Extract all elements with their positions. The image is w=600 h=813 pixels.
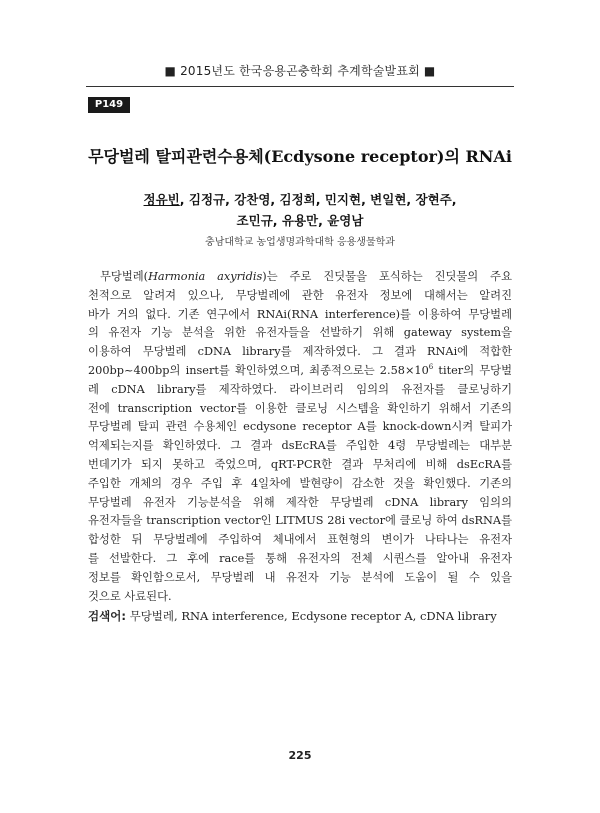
keywords-text: 무당벌레, RNA interference, Ecdysone receptor A, cDNA library bbox=[125, 609, 497, 623]
page-number: 225 bbox=[288, 749, 312, 762]
abstract-line: 합성한 뒤 무당벌레에 주입하여 체내에서 표현형의 변이가 나타나는 유전자 bbox=[88, 533, 512, 547]
keywords bbox=[88, 608, 528, 624]
keywords-label: 검색어: bbox=[88, 609, 126, 623]
abstract-line: 의 유전자 기능 분석을 위한 유전자들을 선발하기 위해 gateway system을 bbox=[88, 326, 512, 340]
abstract-line: 200bp~400bp의 insert를 확인하였으며, 최종적으로는 $2.58\times 10^6$ titer의 무당벌 bbox=[88, 363, 512, 377]
paper-title: 무당벌레 탈피관련수용체(Ecdysone receptor)의 RNAi bbox=[88, 147, 512, 166]
species-name: Harmonia axyridis bbox=[148, 270, 263, 283]
abstract-line: 전에 transcription vector를 이용한 클로닝 시스템을 확인하기 위해서 기존의 bbox=[88, 401, 512, 415]
abstract-line: 번데기가 되지 못하고 죽었으며, qRT-PCR한 결과 무처리에 비해 dsEcRA를 bbox=[88, 457, 512, 471]
abstract-line: 정보를 확인함으로서, 무당벌레 내 유전자 기능 분석에 도움이 될 수 있을 bbox=[88, 570, 512, 584]
abstract-line: 것으로 사료된다. bbox=[88, 589, 172, 603]
abstract-line: 유전자들을 transcription vector인 LITMUS 28i vector에 클로닝 하여 dsRNA를 bbox=[88, 514, 512, 528]
abstract-line: 무당벌레(Harmonia axyridis)는 주로 진딧물을 포식하는 진딧물의 주요 bbox=[100, 270, 513, 283]
affiliation: 충남대학교 농업생명과학대학 응용생물학과 bbox=[205, 237, 395, 248]
abstract-line: 무당벌레 유전자 기능분석을 위해 제작한 무당벌레 cDNA library 임의의 bbox=[88, 495, 512, 509]
co-authors: , 김정규, 강찬영, 김정희, 민지현, 변일현, 장현주, bbox=[179, 192, 457, 207]
abstract-line: 를 선발한다. 그 후에 race를 통해 유전자의 전체 시퀀스를 알아내 유전자 bbox=[88, 551, 512, 565]
presenting-author: 정유빈 bbox=[143, 192, 180, 207]
abstract-line: 바가 거의 없다. 기존 연구에서 RNAi(RNA interference)를 이용하여 무당벌레 bbox=[88, 307, 512, 321]
abstract-body bbox=[88, 268, 512, 606]
author-list-line-1 bbox=[0, 190, 600, 208]
conference-header: ■ 2015년도 한국응용곤충학회 추계학술발표회 ■ bbox=[164, 64, 436, 78]
header-divider bbox=[86, 86, 514, 87]
abstract-line: 레 cDNA library를 제작하였다. 라이브러리 임의의 유전자를 클로닝하기 bbox=[88, 382, 512, 396]
abstract-line: 주입한 개체의 경우 주입 후 4일차에 발현량이 감소한 것을 확인했다. 기존의 bbox=[88, 476, 512, 490]
abstract-line: 억제되는지를 확인하였다. 그 결과 dsEcRA를 주입한 4령 무당벌레는 대부분 bbox=[88, 439, 512, 453]
abstract-line: 무당벌레 탈피 관련 수용체인 ecdysone receptor A를 knock-down시켜 탈피가 bbox=[88, 420, 512, 434]
abstract-line: 천적으로 알려져 있으나, 무당벌레에 관한 유전자 정보에 대해서는 알려진 bbox=[88, 288, 512, 302]
author-list-line-2: 조민규, 유용만, 윤영남 bbox=[236, 213, 364, 228]
poster-id-badge: P149 bbox=[88, 97, 130, 113]
abstract-line: 이용하여 무당벌레 cDNA library를 제작하였다. 그 결과 RNAi에 적합한 bbox=[88, 345, 512, 359]
